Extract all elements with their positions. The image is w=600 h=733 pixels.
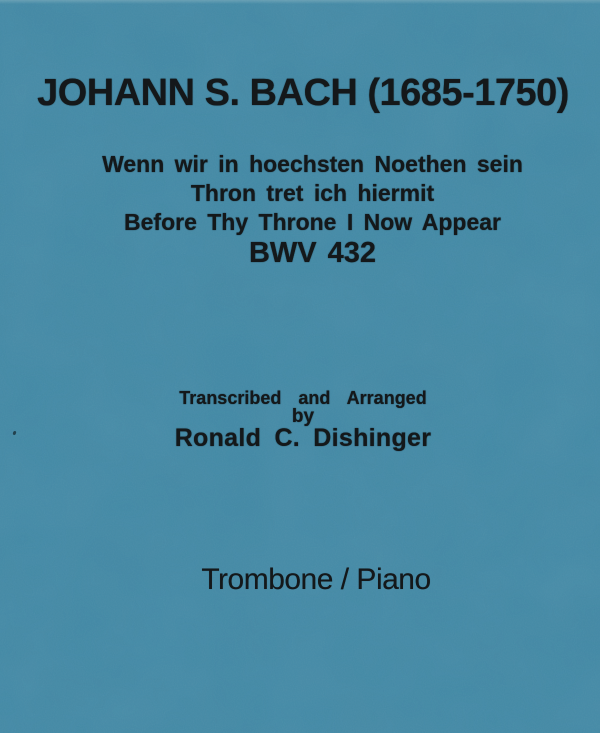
work-title-english: Before Thy Throne I Now Appear bbox=[124, 209, 501, 235]
bwv-catalog-number: BWV 432 bbox=[248, 237, 377, 269]
credit-block bbox=[6, 388, 600, 451]
composer-title: JOHANN S. BACH (1685-1750) bbox=[37, 72, 569, 114]
transcribed-arranged-label: Transcribed and Arranged bbox=[179, 388, 427, 408]
by-label: by bbox=[291, 406, 315, 427]
work-title-german-2: Thron tret ich hiermit bbox=[190, 180, 435, 206]
work-title-block bbox=[25, 150, 600, 237]
work-title-german-1: Wenn wir in hoechsten Noethen sein bbox=[102, 151, 523, 177]
arranger-name: Ronald C. Dishinger bbox=[174, 424, 432, 452]
instrumentation-label: Trombone / Piano bbox=[201, 563, 431, 596]
